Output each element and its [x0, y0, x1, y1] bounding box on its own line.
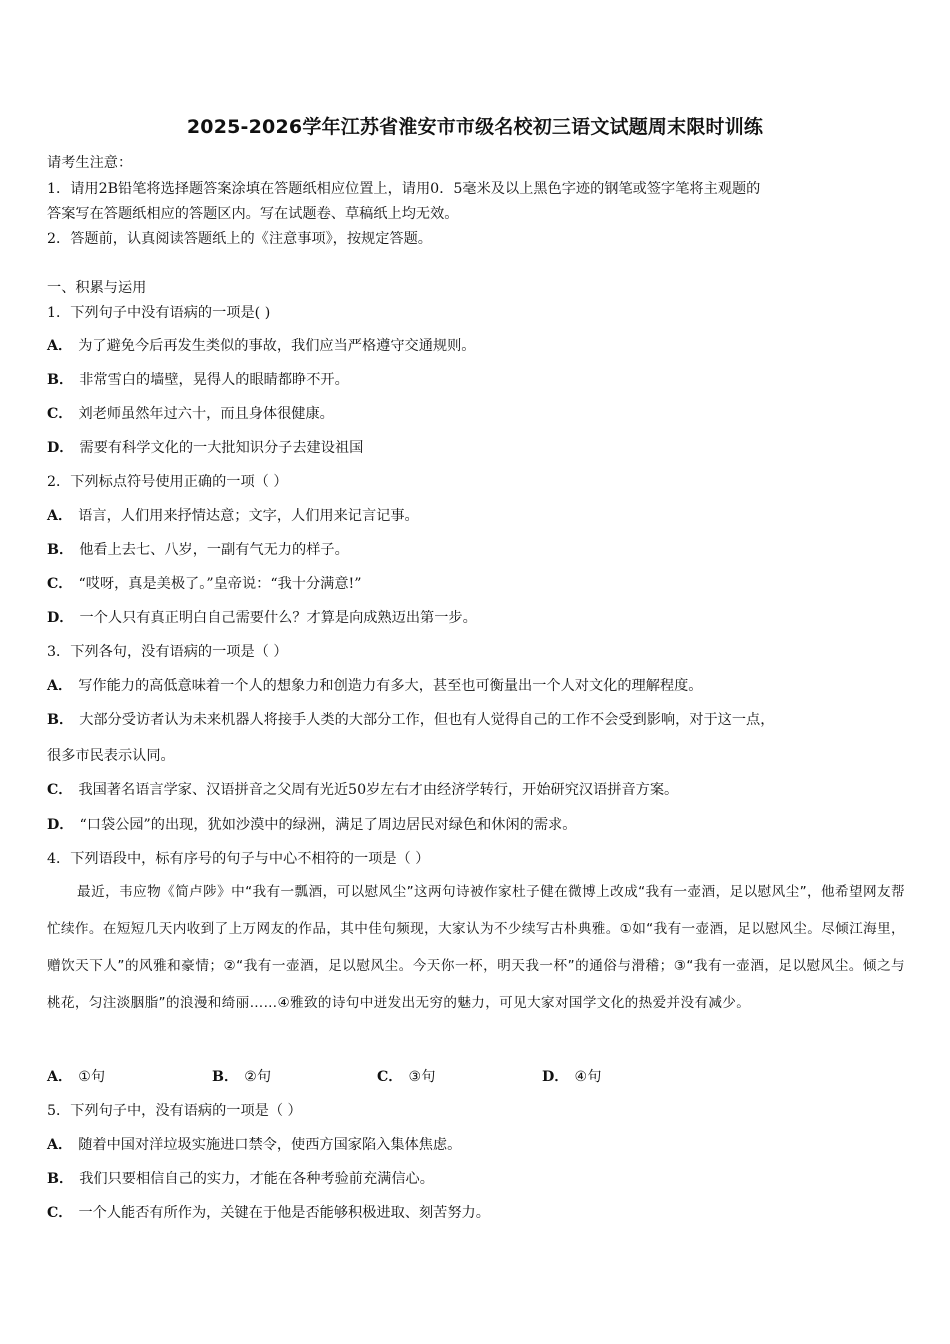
option-text: ④句 [574, 1069, 602, 1085]
option-letter: A． [47, 1069, 73, 1085]
question-3-stem: 3．下列各句，没有语病的一项是（ ） [47, 644, 288, 660]
option-text: “口袋公园”的出现，犹如沙漠中的绿洲，满足了周边居民对绿色和休闲的需求。 [79, 817, 577, 833]
question-3-option-c [47, 779, 678, 799]
question-1-option-b [47, 369, 349, 389]
question-3-option-d [47, 814, 576, 834]
question-3-option-a [47, 675, 702, 695]
option-text: 他看上去七、八岁，一副有气无力的样子。 [79, 542, 349, 558]
question-1-option-d [47, 437, 363, 457]
question-5-option-c [47, 1202, 490, 1222]
question-2-option-b [47, 539, 349, 559]
option-letter: A． [47, 338, 73, 354]
question-2-option-d [47, 607, 477, 627]
option-letter: B． [47, 372, 74, 388]
option-text: 一个人只有真正明白自己需要什么？才算是向成熟迈出第一步。 [79, 610, 477, 626]
option-text: 大部分受访者认为未来机器人将接手人类的大部分工作，但也有人觉得自己的工作不会受到影响，对于这一点， [79, 712, 775, 728]
question-4-option-c [377, 1066, 435, 1086]
option-letter: C． [47, 782, 73, 798]
question-2-option-a [47, 505, 419, 525]
question-3-option-b-line-2: 很多市民表示认同。 [47, 748, 175, 764]
option-letter: D． [47, 610, 74, 626]
question-1-option-a [47, 335, 475, 355]
page-title: 2025-2026学年江苏省淮安市市级名校初三语文试题周末限时训练 [186, 116, 764, 138]
option-letter: C． [47, 576, 73, 592]
question-5-stem: 5．下列句子中，没有语病的一项是（ ） [47, 1103, 302, 1119]
option-text: 语言，人们用来抒情达意；文字，人们用来记言记事。 [78, 508, 419, 524]
option-letter: C． [47, 406, 73, 422]
option-letter: D． [47, 440, 74, 456]
option-text: 写作能力的高低意味着一个人的想象力和创造力有多大，甚至也可衡量出一个人对文化的理解程度。 [78, 678, 703, 694]
section-heading: 一、积累与运用 [47, 280, 147, 296]
option-text: 我国著名语言学家、汉语拼音之父周有光近50岁左右才由经济学转行，开始研究汉语拼音方案。 [78, 782, 679, 798]
notice-item-2: 2．答题前，认真阅读答题纸上的《注意事项》，按规定答题。 [47, 231, 432, 247]
option-text: 我们只要相信自己的实力，才能在各种考验前充满信心。 [79, 1171, 434, 1187]
question-4-option-d [542, 1066, 601, 1086]
question-1-option-c [47, 403, 334, 423]
option-text: 为了避免今后再发生类似的事故，我们应当严格遵守交通规则。 [78, 338, 476, 354]
notice-item-1-line-1: 1．请用2B铅笔将选择题答案涂填在答题纸相应位置上，请用0．5毫米及以上黑色字迹的钢笔或签字笔将主观题的 [47, 181, 761, 197]
notice-item-1-line-2: 答案写在答题纸相应的答题区内。写在试题卷、草稿纸上均无效。 [47, 206, 459, 222]
option-letter: D． [47, 817, 74, 833]
question-4-option-b [212, 1066, 271, 1086]
question-5-option-a [47, 1134, 461, 1154]
option-letter: A． [47, 1137, 73, 1153]
option-text: ①句 [78, 1069, 106, 1085]
option-letter: B． [47, 712, 74, 728]
option-letter: C． [377, 1069, 403, 1085]
question-4-stem: 4．下列语段中，标有序号的句子与中心不相符的一项是（ ） [47, 851, 430, 867]
option-letter: D． [542, 1069, 569, 1085]
option-text: 需要有科学文化的一大批知识分子去建设祖国 [79, 440, 364, 456]
option-text: ③句 [408, 1069, 436, 1085]
option-letter: C． [47, 1205, 73, 1221]
option-text: 随着中国对洋垃圾实施进口禁令，使西方国家陷入集体焦虑。 [78, 1137, 462, 1153]
question-3-option-b-line-1 [47, 709, 774, 729]
question-1-stem: 1．下列句子中没有语病的一项是( ) [47, 305, 271, 321]
option-letter: B． [47, 542, 74, 558]
question-2-stem: 2．下列标点符号使用正确的一项（ ） [47, 474, 288, 490]
notice-heading: 请考生注意： [47, 155, 133, 171]
option-letter: A． [47, 678, 73, 694]
question-4-passage [47, 874, 905, 1022]
passage-text: 最近，韦应物《简卢陟》中“我有一瓢酒，可以慰风尘”这两句诗被作家杜子健在微博上改成“我有一壶酒，足以慰风尘”，他希望网友帮忙续作。在短短几天内收到了上万网友的作品，其中佳句频现，大家认为不少续写古朴典雅。①如“我有一壶酒，足以慰风尘。尽倾江海里，赠饮天下人”的风雅和豪情；②“我有一壶酒，足以慰风尘。今天你一杯，明天我一杯”的通俗与滑稽；③“我有一壶酒，足以慰风尘。倾之与桃花，匀注淡胭脂”的浪漫和绮丽……④雅致的诗句中迸发出无穷的魅力，可见大家对国学文化的热爱并没有减少。 [47, 884, 905, 1011]
question-4-option-a [47, 1066, 105, 1086]
option-text: ②句 [244, 1069, 272, 1085]
question-2-option-c [47, 573, 361, 593]
question-5-option-b [47, 1168, 434, 1188]
option-letter: B． [47, 1171, 74, 1187]
option-letter: B． [212, 1069, 239, 1085]
option-letter: A． [47, 508, 73, 524]
option-text: 非常雪白的墙壁，晃得人的眼睛都睁不开。 [79, 372, 349, 388]
option-text: 刘老师虽然年过六十，而且身体很健康。 [78, 406, 334, 422]
option-text: 一个人能否有所作为，关键在于他是否能够积极进取、刻苦努力。 [78, 1205, 490, 1221]
option-text: “哎呀，真是美极了。”皇帝说：“我十分满意!” [78, 576, 362, 592]
